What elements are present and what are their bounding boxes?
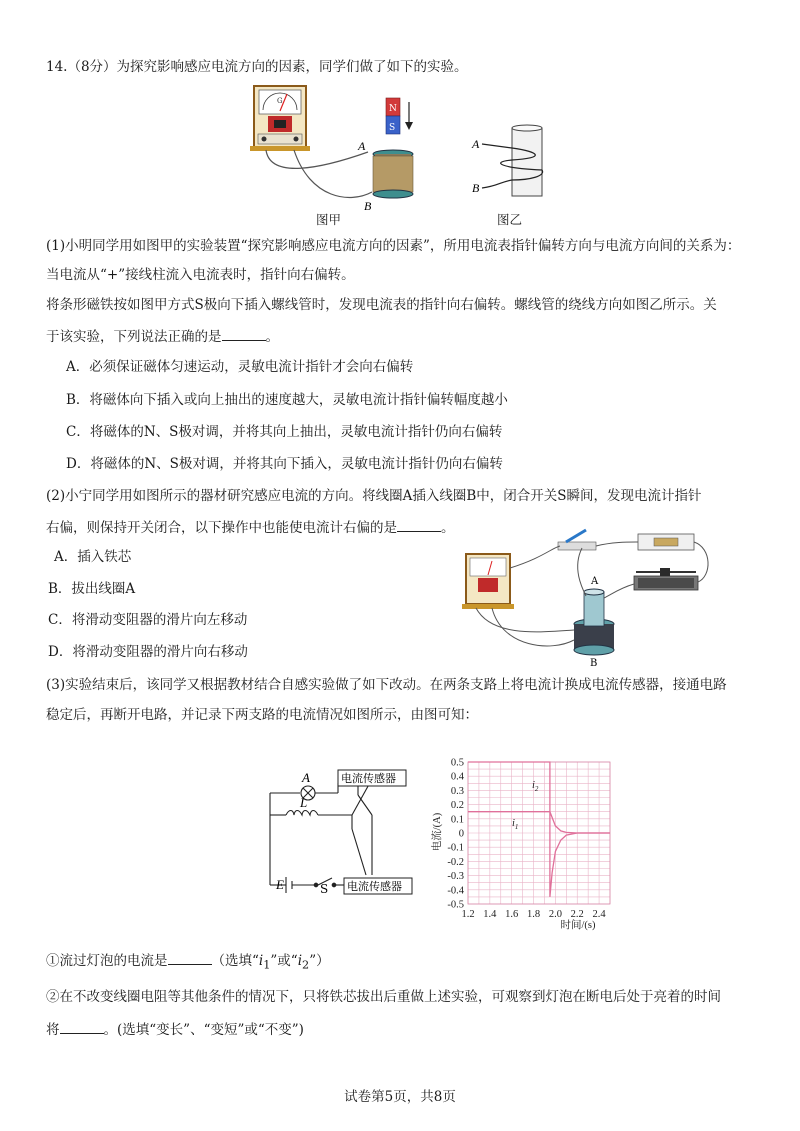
sub1-prefix: ①流过灯泡的电流是	[46, 953, 168, 969]
part1-line4-suffix: 。	[265, 329, 279, 345]
galvanometer	[250, 86, 310, 151]
x-tick-label: 1.8	[526, 909, 541, 920]
question-header: 14.（8分）为探究影响感应电流方向的因素，同学们做了如下的实验。	[46, 59, 468, 75]
fig-jia-caption: 图甲	[316, 212, 342, 227]
series-i1-sub: 1	[514, 823, 519, 831]
battery-box	[638, 534, 694, 550]
circuit-diagram	[262, 765, 422, 905]
battery-label: E	[276, 877, 284, 892]
coil-b-apparatus	[574, 589, 614, 655]
sensor-top-label: 电流传感器	[341, 772, 396, 785]
part1-line4	[46, 326, 279, 346]
y-tick-label: -0.3	[447, 871, 464, 883]
y-tick-label: 0.1	[450, 814, 464, 826]
part3-line2: 稳定后，再断开电路，并记录下两支路的电流情况如图所示，由图可知：	[46, 707, 478, 723]
chart-ylabel: 电流/(A)	[432, 812, 443, 852]
x-tick-label: 2.0	[548, 909, 562, 920]
sub1-choice-close: ”）	[309, 953, 330, 969]
series-i2-letter: i	[532, 780, 535, 791]
rheostat	[634, 568, 698, 590]
y-tick-label: -0.1	[447, 842, 464, 854]
part3-sub2-line2	[46, 1019, 304, 1039]
yi-a-label: A	[472, 137, 480, 151]
switch-s	[558, 530, 596, 550]
part2-line2-prefix: 右偏，则保持开关闭合，以下操作中也能使电流计右偏的是	[46, 520, 397, 536]
part1-option-c: C．将磁体的N、S极对调，并将其向上抽出，灵敏电流计指针仍向右偏转	[66, 424, 503, 440]
part2-line1: (2)小宁同学用如图所示的器材研究感应电流的方向。将线圈A插入线圈B中，闭合开关S瞬间，发现电流计指针	[46, 488, 702, 504]
part1-line4-prefix: 于该实验，下列说法正确的是	[46, 329, 222, 345]
series-i2-sub: 2	[534, 785, 539, 793]
y-tick-label: 0.5	[450, 757, 464, 769]
part1-line1: (1)小明同学用如图甲的实验装置“探究影响感应电流方向的因素”，所用电流表指针偏转方向与电流方向间的关系为：	[46, 238, 741, 254]
y-tick-label: -0.2	[447, 856, 464, 868]
part3-sub2-line1: ②在不改变线圈电阻等其他条件的情况下，只将铁芯拔出后重做上述实验，可观察到灯泡在断电后处于亮着的时间	[46, 989, 721, 1005]
sub1-choice-mid: ”或“	[270, 953, 298, 969]
part2-line2	[46, 517, 455, 537]
sub1-i2: i	[297, 953, 303, 969]
part1-line3: 将条形磁铁按如图甲方式S极向下插入螺线管时，发现电流表的指针向右偏转。螺线管的绕线方向如图乙所示。关	[46, 297, 717, 313]
fig-yi-caption: 图乙	[497, 212, 523, 227]
series-i2-label	[532, 780, 539, 793]
y-tick-label: -0.5	[447, 899, 464, 911]
chart-ticks	[447, 758, 606, 921]
y-tick-label: 0.2	[450, 800, 464, 812]
part1-option-b: B．将磁体向下插入或向上抽出的速度越大，灵敏电流计指针偏转幅度越小	[66, 392, 508, 408]
apparatus-coil-a-label: A	[591, 576, 599, 587]
x-tick-label: 1.4	[483, 909, 497, 920]
switch-label: S	[320, 882, 329, 896]
apparatus-coil-b-label: B	[590, 658, 598, 669]
part1-line2: 当电流从“+”接线柱流入电流表时，指针向右偏转。	[46, 267, 355, 283]
inductor-label: L	[300, 795, 308, 810]
part3-line1: (3)实验结束后，该同学又根据教材结合自感实验做了如下改动。在两条支路上将电流计换成电流传感器，接通电路	[46, 677, 727, 693]
coil-b-label: B	[364, 199, 372, 213]
chart-xlabel: 时间/(s)	[560, 920, 596, 931]
part2-option-c: C．将滑动变阻器的滑片向左移动	[48, 612, 248, 628]
figure-part2-apparatus	[462, 528, 727, 670]
y-tick-label: -0.4	[447, 885, 464, 897]
sub2-prefix: 将	[46, 1022, 60, 1038]
yi-b-label: B	[472, 181, 480, 195]
y-tick-label: 0	[458, 828, 464, 840]
part2-option-d: D．将滑动变阻器的滑片向右移动	[48, 644, 248, 660]
x-tick-label: 2.2	[570, 909, 584, 920]
series-i1-letter: i	[512, 818, 515, 829]
magnet-n-label: N	[389, 104, 397, 114]
series-i1-label	[512, 818, 518, 831]
x-tick-label: 1.6	[505, 909, 519, 920]
current-time-chart	[420, 752, 620, 932]
sensor-bottom-label: 电流传感器	[347, 880, 402, 893]
meter-g-label: G	[277, 97, 283, 105]
figure-jia	[250, 84, 450, 224]
lamp-label: A	[302, 770, 310, 785]
sub1-answer-blank[interactable]	[168, 950, 212, 965]
part2-line2-suffix: 。	[441, 520, 455, 536]
coil-a-label: A	[358, 139, 366, 153]
part3-sub1	[46, 950, 330, 975]
part1-option-a: A．必须保证磁体匀速运动，灵敏电流计指针才会向右偏转	[66, 359, 414, 375]
galvanometer-2	[462, 554, 514, 609]
figure-yi	[470, 124, 560, 214]
part2-option-b: B．拔出线圈A	[48, 581, 136, 597]
part1-option-d: D．将磁体的N、S极对调，并将其向下插入，灵敏电流计指针仍向右偏转	[66, 456, 503, 472]
y-tick-label: 0.4	[450, 771, 464, 783]
sub1-i1-sub: 1	[263, 958, 271, 972]
magnet-s-label: S	[389, 123, 396, 133]
page-footer: 试卷第5页，共8页	[344, 1089, 456, 1105]
part2-option-a: A．插入铁芯	[54, 549, 132, 565]
sub2-suffix: 。(选填“变长”、“变短”或“不变”)	[103, 1022, 304, 1038]
sub1-i1: i	[258, 953, 264, 969]
bar-magnet	[386, 98, 413, 134]
sub1-choice-open: （选填“	[211, 953, 259, 969]
solenoid-coil	[373, 150, 413, 198]
sub2-answer-blank[interactable]	[60, 1019, 104, 1034]
sub1-i2-sub: 2	[302, 958, 310, 972]
part1-answer-blank[interactable]	[222, 326, 266, 341]
chart-series	[468, 762, 610, 897]
x-tick-label: 1.2	[461, 909, 475, 920]
part2-answer-blank[interactable]	[397, 517, 441, 532]
y-tick-label: 0.3	[450, 785, 464, 797]
x-tick-label: 2.4	[592, 909, 606, 920]
